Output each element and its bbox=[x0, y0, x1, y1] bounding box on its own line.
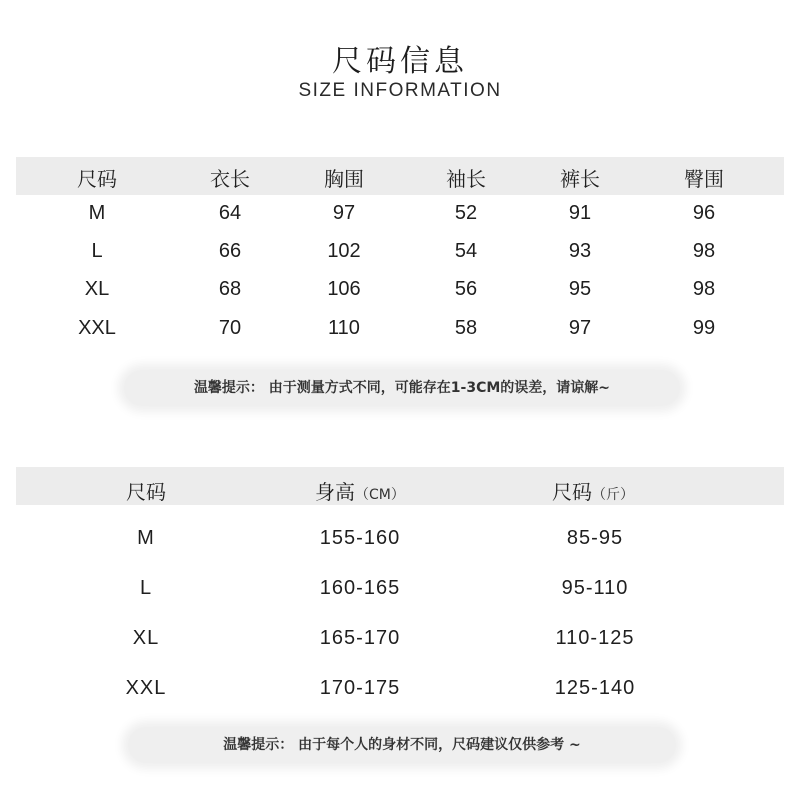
table2-header-size: 尺码 bbox=[126, 480, 166, 504]
table-row-size: XXL bbox=[125, 677, 167, 699]
weight-label: 尺码 bbox=[552, 480, 592, 504]
header-size: 尺码 bbox=[77, 167, 117, 191]
table-cell: 93 bbox=[568, 240, 592, 262]
weight-range-cell: 110-125 bbox=[555, 627, 635, 649]
weight-unit: （斤） bbox=[592, 487, 634, 503]
height-range-cell: 170-175 bbox=[319, 677, 401, 699]
table-cell: 98 bbox=[692, 240, 716, 262]
table-cell: 56 bbox=[454, 278, 478, 300]
header-pants: 裤长 bbox=[560, 167, 600, 191]
table-cell: 64 bbox=[218, 202, 242, 224]
height-label: 身高 bbox=[315, 480, 355, 504]
height-range-cell: 160-165 bbox=[319, 577, 401, 599]
height-range-cell: 165-170 bbox=[319, 627, 401, 649]
weight-range-cell: 95-110 bbox=[561, 577, 629, 599]
page-subtitle: SIZE INFORMATION bbox=[298, 80, 502, 101]
table-row-size: L bbox=[139, 577, 153, 599]
table-cell: 95 bbox=[568, 278, 592, 300]
table-cell: 68 bbox=[218, 278, 242, 300]
table-row-size: XL bbox=[84, 278, 110, 300]
height-unit: （CM） bbox=[355, 487, 405, 503]
table-cell: 97 bbox=[568, 317, 592, 339]
height-range-cell: 155-160 bbox=[319, 527, 401, 549]
table2-header-weight bbox=[552, 476, 634, 505]
table-row-size: M bbox=[137, 527, 155, 549]
table-cell: 102 bbox=[327, 240, 361, 262]
table-cell: 70 bbox=[218, 317, 242, 339]
page-title: 尺码信息 bbox=[332, 44, 468, 79]
table-cell: 66 bbox=[218, 240, 242, 262]
weight-range-cell: 125-140 bbox=[554, 677, 636, 699]
header-length: 衣长 bbox=[210, 167, 250, 191]
table-cell: 99 bbox=[692, 317, 716, 339]
table-row-size: XXL bbox=[78, 317, 116, 339]
table-row-size: XL bbox=[132, 627, 160, 649]
table-cell: 110 bbox=[328, 317, 360, 339]
header-chest: 胸围 bbox=[324, 167, 364, 191]
weight-range-cell: 85-95 bbox=[566, 527, 624, 549]
header-sleeve: 袖长 bbox=[446, 167, 486, 191]
header-hip: 臀围 bbox=[684, 167, 724, 191]
table-cell: 97 bbox=[332, 202, 356, 224]
tip-measurement-error: 温馨提示： 由于测量方式不同，可能存在1-3CM的误差，请谅解~ bbox=[124, 370, 680, 406]
table2-header-height bbox=[315, 476, 405, 505]
table-row-size: M bbox=[88, 202, 106, 224]
table-cell: 52 bbox=[454, 202, 478, 224]
table-cell: 58 bbox=[454, 317, 478, 339]
table-cell: 96 bbox=[692, 202, 716, 224]
table-cell: 54 bbox=[454, 240, 478, 262]
table-row-size: L bbox=[91, 240, 103, 262]
table-cell: 106 bbox=[327, 278, 361, 300]
table-cell: 98 bbox=[692, 278, 716, 300]
tip-size-reference: 温馨提示： 由于每个人的身材不同，尺码建议仅供参考 ~ bbox=[128, 727, 676, 763]
table-cell: 91 bbox=[568, 202, 592, 224]
